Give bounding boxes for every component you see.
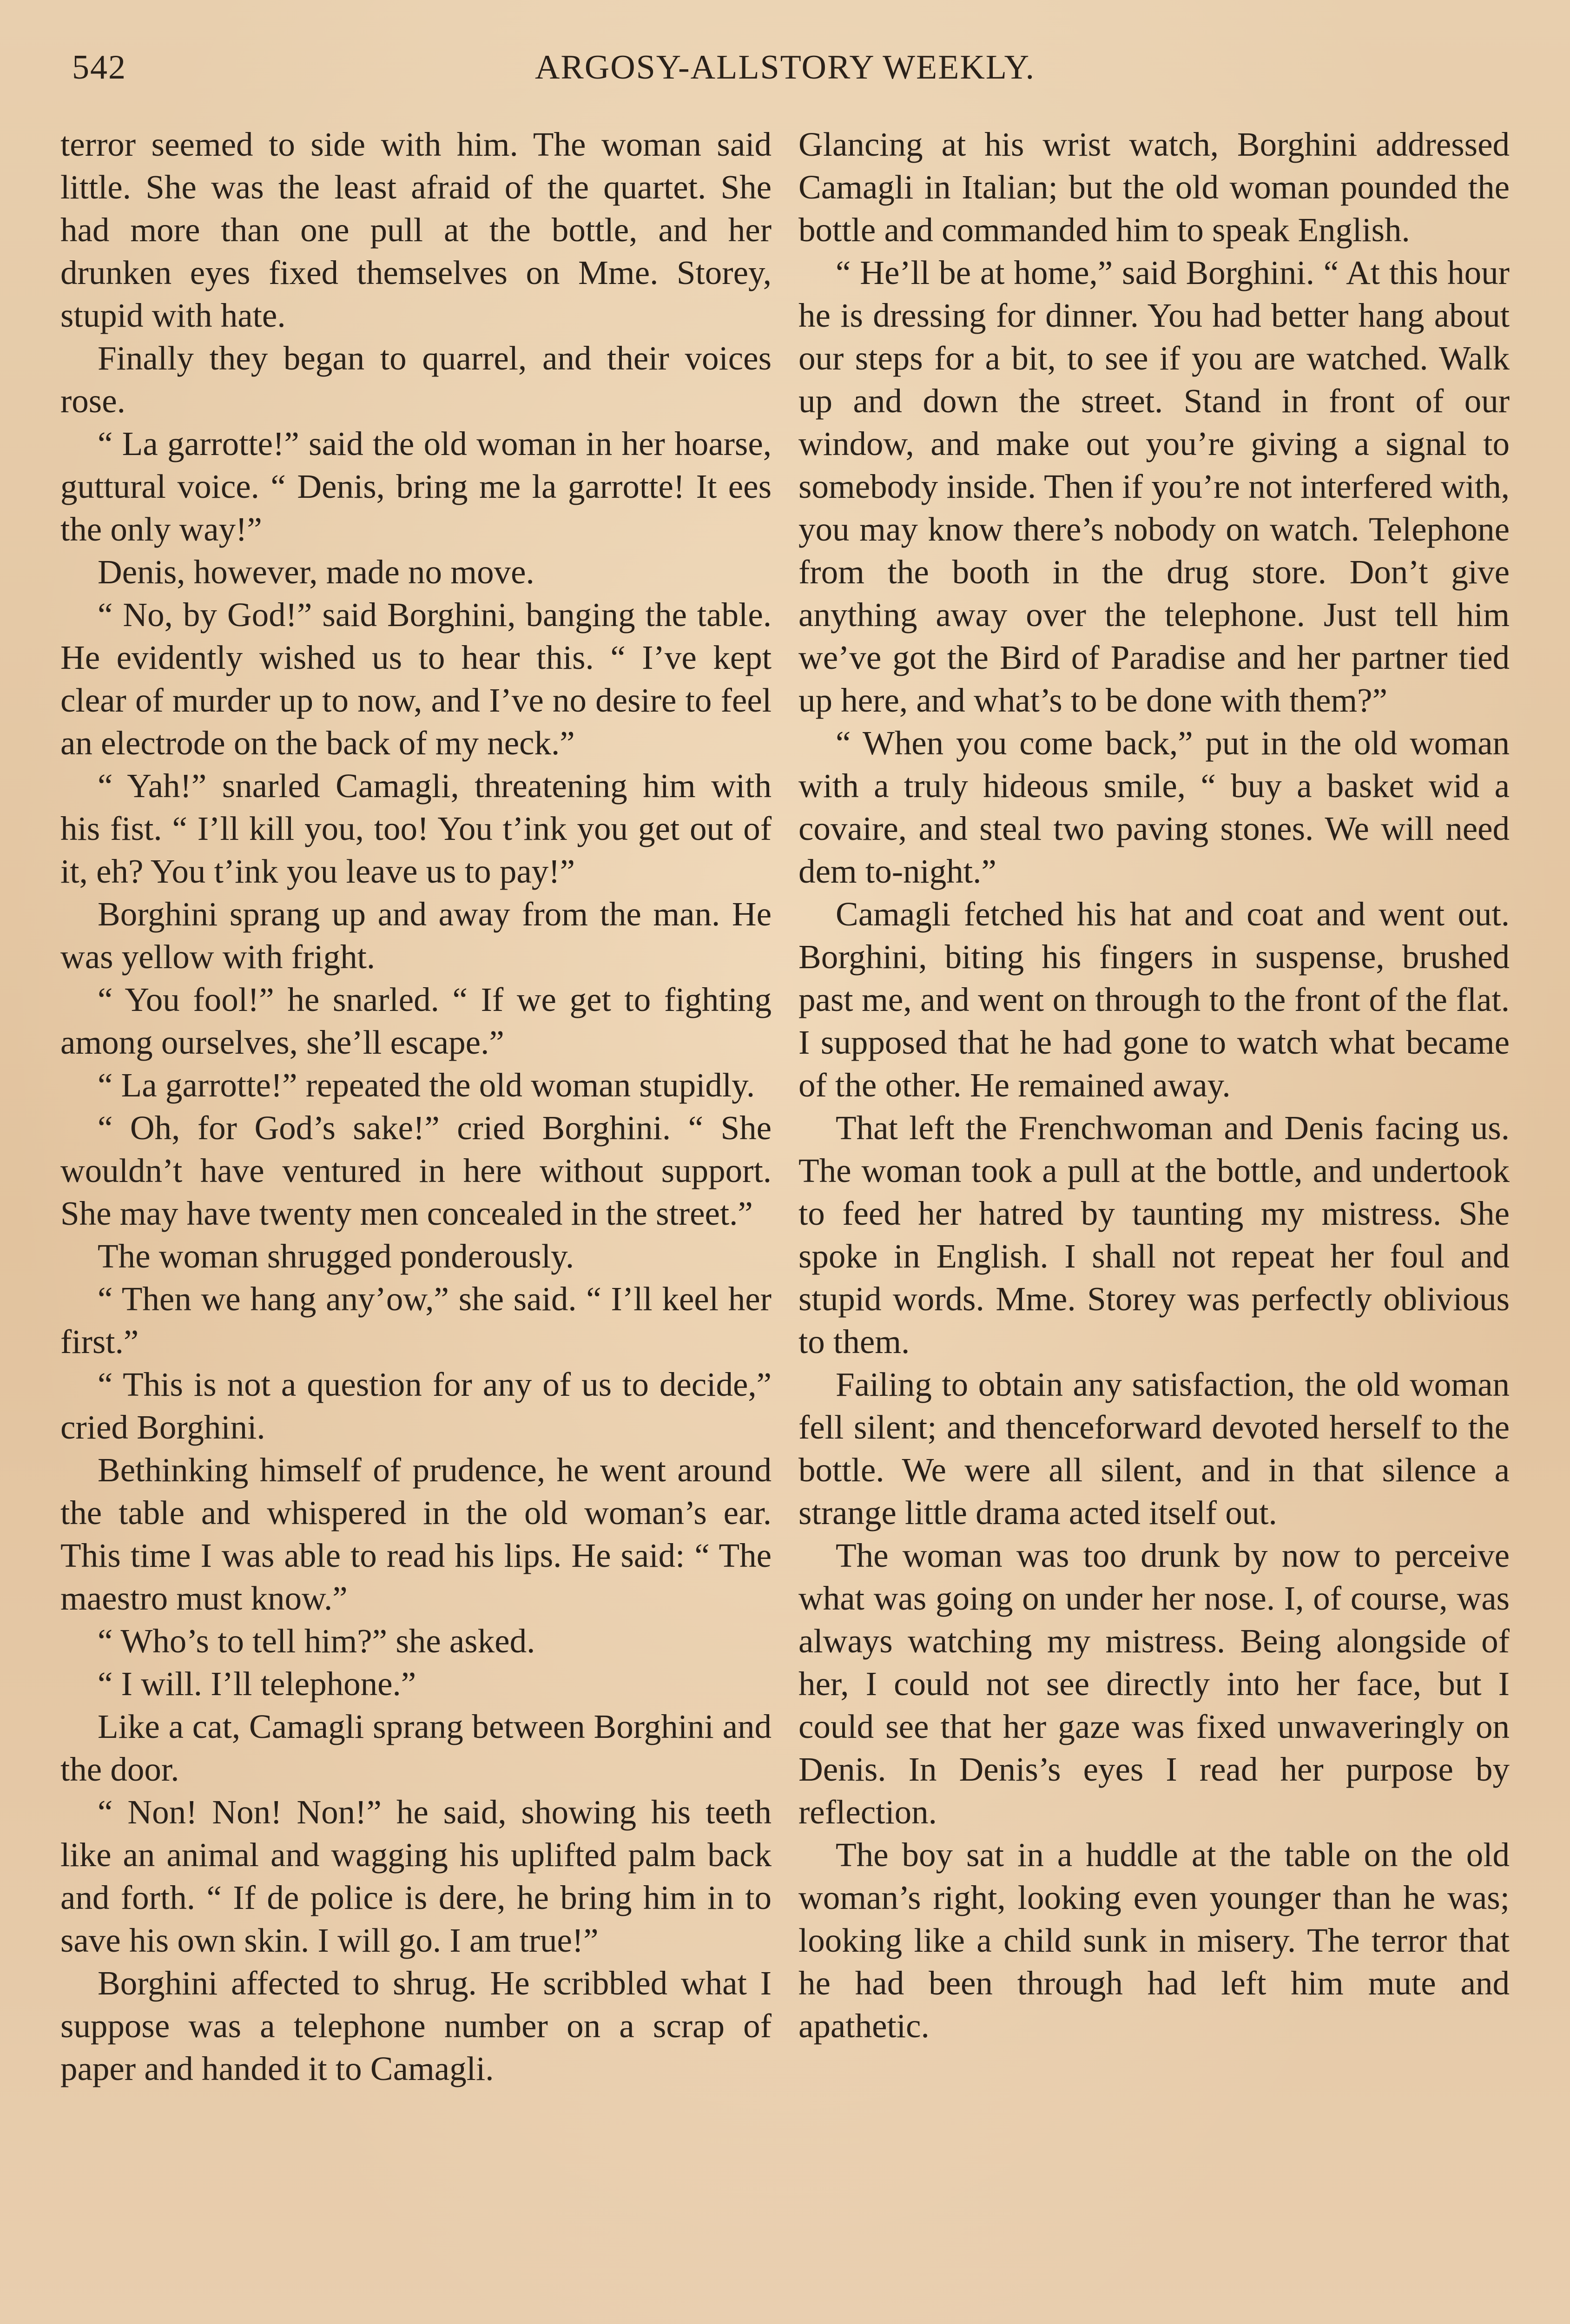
paragraph: “ Who’s to tell him?” she asked. (98, 1622, 535, 1660)
paragraph: Camagli fetched his hat and coat and went out. Borghini, biting his fingers in suspense, brushed past me, and went on through to the front of the flat. I supposed that he had gone to watch what became of the other. He remained away. (798, 895, 1510, 1104)
paragraph: “ When you come back,” put in the old woman with a truly hideous smile, “ buy a basket wid a covaire, and steal two paving stones. We will need dem to-night.” (798, 724, 1510, 890)
paragraph: “ La garrotte!” repeated the old woman stupidly. (98, 1066, 755, 1104)
paragraph: Denis, however, made no move. (98, 553, 534, 591)
paragraph: “ Non! Non! Non!” he said, showing his teeth like an animal and wagging his uplifted palm back and forth. “ If de police is dere, he bring him in to save his own skin. I will go. I am true!” (60, 1793, 772, 1959)
paragraph: “ Yah!” snarled Camagli, threatening him with his fist. “ I’ll kill you, too! You t’ink you get out of it, eh? You t’ink you leave us to pay!” (60, 767, 772, 890)
paragraph: Failing to obtain any satisfaction, the old woman fell silent; and thenceforward devoted herself to the bottle. We were all silent, and in that silence a strange little drama acted itself out. (798, 1366, 1510, 1532)
paragraph: Borghini affected to shrug. He scribbled what I suppose was a telephone number on a scrap of paper and handed it to Camagli. (60, 1964, 772, 2087)
paragraph: Like a cat, Camagli sprang between Borghini and the door. (60, 1708, 772, 1788)
page-number: 542 (72, 48, 126, 86)
text-columns (60, 123, 1510, 2324)
paragraph: “ You fool!” he snarled. “ If we get to fighting among ourselves, she’ll escape.” (60, 981, 772, 1061)
paragraph: “ Then we hang any’ow,” she said. “ I’ll keel her first.” (60, 1280, 772, 1360)
paragraph: Glancing at his wrist watch, Borghini addressed Camagli in Italian; but the old woman pounded the bottle and commanded him to speak English. (798, 125, 1510, 249)
paragraph: “ He’ll be at home,” said Borghini. “ At this hour he is dressing for dinner. You had better hang about our steps for a bit, to see if you are watched. Walk up and down the street. Stand in front of our window, and make out you’re giving a signal to somebody inside. Then if you’re not interfered with, you may know there’s nobody on watch. Telephone from the booth in the drug store. Don’t give anything away over the telephone. Just tell him we’ve got the Bird of Paradise and her partner tied up here, and what’s to be done with them?” (798, 254, 1510, 719)
paragraph: “ I will. I’ll telephone.” (98, 1665, 416, 1703)
paragraph: terror seemed to side with him. The woman said little. She was the least afraid of the quartet. She had more than one pull at the bottle, and her drunken eyes fixed themselves on Mme. Storey, stupid with hate. (60, 125, 772, 334)
right-column (798, 123, 1510, 2324)
left-column (60, 123, 772, 2324)
running-head: ARGOSY-ALLSTORY WEEKLY. (534, 48, 1036, 86)
paragraph: Bethinking himself of prudence, he went around the table and whispered in the old woman’s ear. This time I was able to read his lips. He said: “ The maestro must know.” (60, 1451, 772, 1617)
paragraph: Borghini sprang up and away from the man. He was yellow with fright. (60, 895, 772, 976)
paragraph: The boy sat in a huddle at the table on the old woman’s right, looking even younger than he was; looking like a child sunk in misery. The terror that he had been through had left him mute and apathetic. (798, 1836, 1510, 2045)
paragraph: “ La garrotte!” said the old woman in her hoarse, guttural voice. “ Denis, bring me la garrotte! It ees the only way!” (60, 425, 772, 548)
paragraph: “ No, by God!” said Borghini, banging the table. He evidently wished us to hear this. “ I’ve kept clear of murder up to now, and I’ve no desire to feel an electrode on the back of my neck.” (60, 596, 772, 762)
paragraph: “ This is not a question for any of us to decide,” cried Borghini. (60, 1366, 772, 1446)
paragraph: Finally they began to quarrel, and their voices rose. (60, 339, 772, 420)
paragraph: “ Oh, for God’s sake!” cried Borghini. “ She wouldn’t have ventured in here without support. She may have twenty men concealed in the street.” (60, 1109, 772, 1232)
page-header (65, 40, 1505, 95)
paragraph: The woman was too drunk by now to perceive what was going on under her nose. I, of course, was always watching my mistress. Being alongside of her, I could not see directly into her face, but I could see that her gaze was fixed unwaveringly on Denis. In Denis’s eyes I read her purpose by reflection. (798, 1537, 1510, 1831)
paragraph: That left the Frenchwoman and Denis facing us. The woman took a pull at the bottle, and undertook to feed her hatred by taunting my mistress. She spoke in English. I shall not repeat her foul and stupid words. Mme. Storey was perfectly oblivious to them. (798, 1109, 1510, 1360)
paragraph: The woman shrugged ponderously. (98, 1237, 574, 1275)
